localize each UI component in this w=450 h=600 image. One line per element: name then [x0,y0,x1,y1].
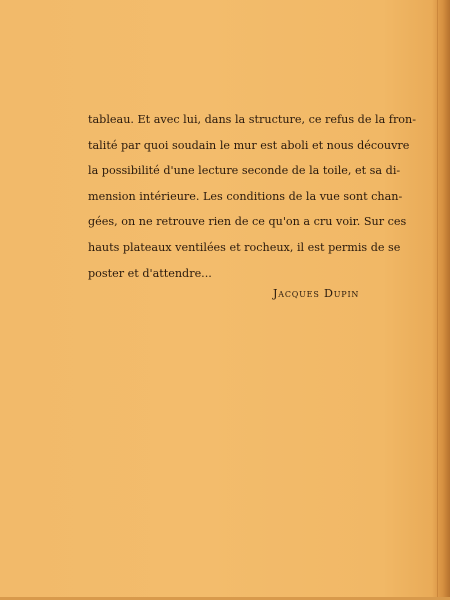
body-paragraph [88,107,417,286]
author-signature: Jacques Dupin [273,287,360,300]
paragraph-line: hauts plateaux ventilées et rocheux, il est permis de se [88,240,401,254]
page-edge-line [437,0,438,600]
paragraph-line: poster et d'attendre... [88,266,212,280]
paragraph-line: la possibilité d'une lecture seconde de la toile, et sa di- [88,164,401,178]
paragraph-line: talité par quoi soudain le mur est aboli et nous découvre [88,138,410,152]
paragraph-line: mension intérieure. Les conditions de la vue sont chan- [88,189,403,203]
paragraph-line: gées, on ne retrouve rien de ce qu'on a cru voir. Sur ces [88,215,407,229]
paragraph-line: tableau. Et avec lui, dans la structure, ce refus de la fron- [88,113,417,126]
page-edge-shadow [432,0,450,600]
